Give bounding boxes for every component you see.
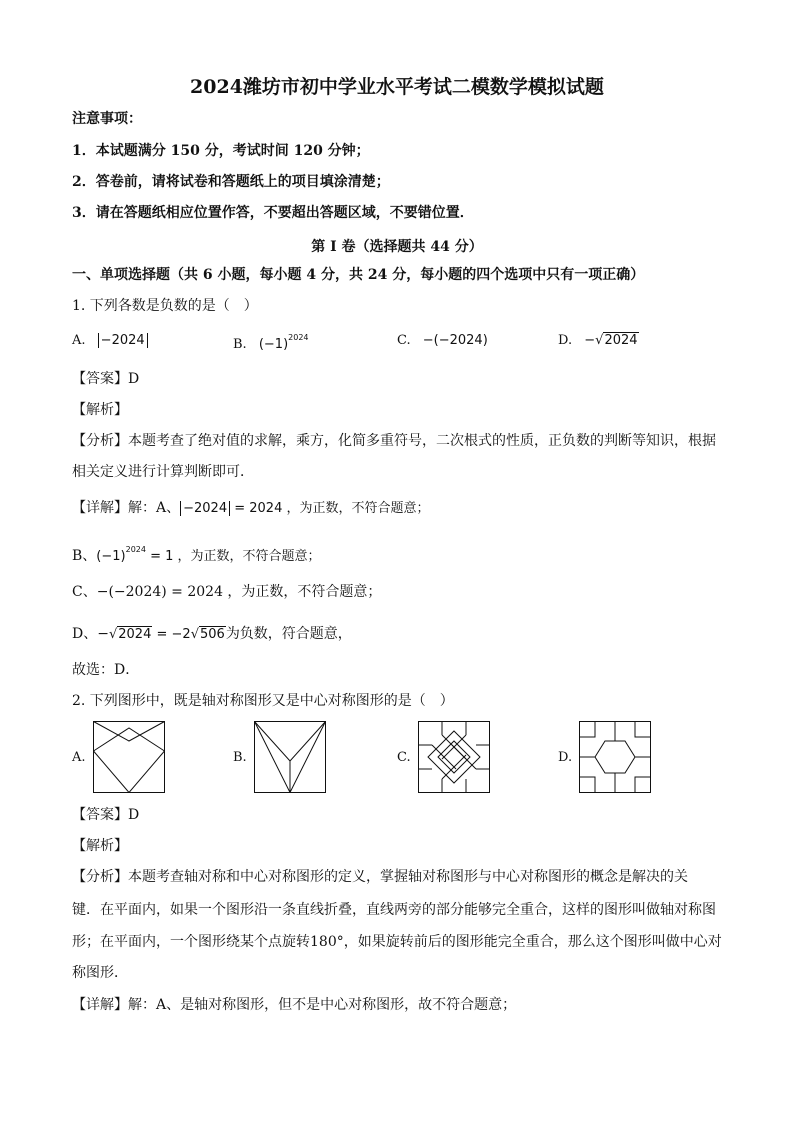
- q1-choose: 故选：D．: [72, 662, 140, 678]
- notice-item-2: 2．答卷前，请将试卷和答题纸上的项目填涂清楚；: [72, 174, 390, 190]
- detail-prefix: B、: [72, 548, 97, 564]
- q1-detail-c: C、−(−2024) = 2024 ，为正数，不符合题意；: [72, 584, 382, 600]
- q1-detail-a: [72, 499, 429, 518]
- detail-rest: 为负数，符合题意，: [225, 626, 352, 642]
- q1-analysis-2: 相关定义进行计算判断即可．: [72, 464, 254, 480]
- option-label: C.: [397, 333, 411, 348]
- notice-heading: 注意事项：: [72, 111, 142, 127]
- page-title: 2024潍坊市初中学业水平考试二模数学模拟试题: [190, 76, 604, 98]
- notice-item-1: 1．本试题满分 150 分，考试时间 120 分钟；: [72, 143, 370, 159]
- q2-answer: 【答案】D: [72, 807, 140, 823]
- q1-analysis-1: 【分析】本题考查了绝对值的求解，乘方，化简多重符号，二次根式的性质，正负数的判断等知识，根据: [72, 433, 716, 449]
- q2-label-a: A.: [72, 750, 86, 765]
- q1-option-c: [397, 333, 488, 348]
- detail-prefix: D、−: [72, 626, 109, 642]
- option-sign: −: [584, 333, 596, 348]
- notice-item-3: 3．请在答题纸相应位置作答，不要超出答题区域，不要错位置．: [72, 205, 474, 221]
- q2-label-d: D.: [558, 750, 573, 765]
- option-label: B.: [233, 337, 247, 352]
- sqrt-sign: √: [595, 333, 604, 348]
- option-label: D.: [558, 333, 573, 348]
- q2-analysis-4: 称图形．: [72, 965, 128, 981]
- q1-detail-b: [72, 541, 321, 566]
- detail-base: (−1): [96, 549, 126, 564]
- detail-expr: −2024: [180, 501, 230, 516]
- q1-stem: 1. 下列各数是负数的是（ ）: [72, 298, 258, 314]
- detail-radicand-2: 506: [199, 627, 225, 642]
- option-value: −(−2024): [422, 333, 488, 348]
- option-value: −2024: [98, 333, 148, 348]
- section-heading: 第 I 卷（选择题共 44 分）: [311, 239, 483, 255]
- q1-jiexi: 【解析】: [72, 402, 128, 418]
- q2-analysis-2: 键．在平面内，如果一个图形沿一条直线折叠，直线两旁的部分能够完全重合，这样的图形叫做轴对称图: [72, 902, 716, 918]
- part-heading: 一、单项选择题（共 6 小题，每小题 4 分，共 24 分，每小题的四个选项中只有一项正确）: [72, 267, 645, 283]
- q2-label-c: C.: [397, 750, 411, 765]
- q2-jiexi: 【解析】: [72, 838, 128, 854]
- q2-figure-a: [93, 721, 165, 793]
- detail-exponent: 2024: [125, 545, 146, 554]
- detail-prefix: 【详解】解：A、: [72, 500, 181, 516]
- q2-analysis-3: 形；在平面内，一个图形绕某个点旋转180°，如果旋转前后的图形能完全重合，那么这个图形叫做中心对: [72, 934, 722, 950]
- detail-rest: = 2024 ，为正数，不符合题意；: [230, 501, 430, 516]
- q2-detail: 【详解】解：A、是轴对称图形，但不是中心对称图形，故不符合题意；: [72, 997, 517, 1013]
- detail-mid: = −2: [152, 627, 191, 642]
- q2-figure-b: [254, 721, 326, 793]
- q2-stem: 2. 下列图形中，既是轴对称图形又是中心对称图形的是（ ）: [72, 693, 454, 709]
- option-exponent: 2024: [288, 333, 309, 342]
- q1-answer: 【答案】D: [72, 371, 140, 387]
- q2-label-b: B.: [233, 750, 247, 765]
- q1-option-d: [558, 333, 639, 348]
- option-base: (−1): [258, 337, 289, 352]
- q1-option-b: [233, 333, 309, 352]
- option-radicand: 2024: [604, 333, 638, 348]
- detail-radicand: 2024: [118, 627, 152, 642]
- sqrt-sign: √: [190, 627, 199, 642]
- q1-detail-d: [72, 625, 352, 644]
- q2-figure-c: [418, 721, 490, 793]
- detail-rest: = 1 ，为正数，不符合题意；: [145, 549, 321, 564]
- q1-option-a: [72, 333, 148, 348]
- sqrt-sign: √: [108, 627, 118, 642]
- option-label: A.: [72, 333, 86, 348]
- q2-figure-d: [579, 721, 651, 793]
- q2-analysis-1: 【分析】本题考查轴对称和中心对称图形的定义，掌握轴对称图形与中心对称图形的概念是解决的关: [72, 869, 688, 885]
